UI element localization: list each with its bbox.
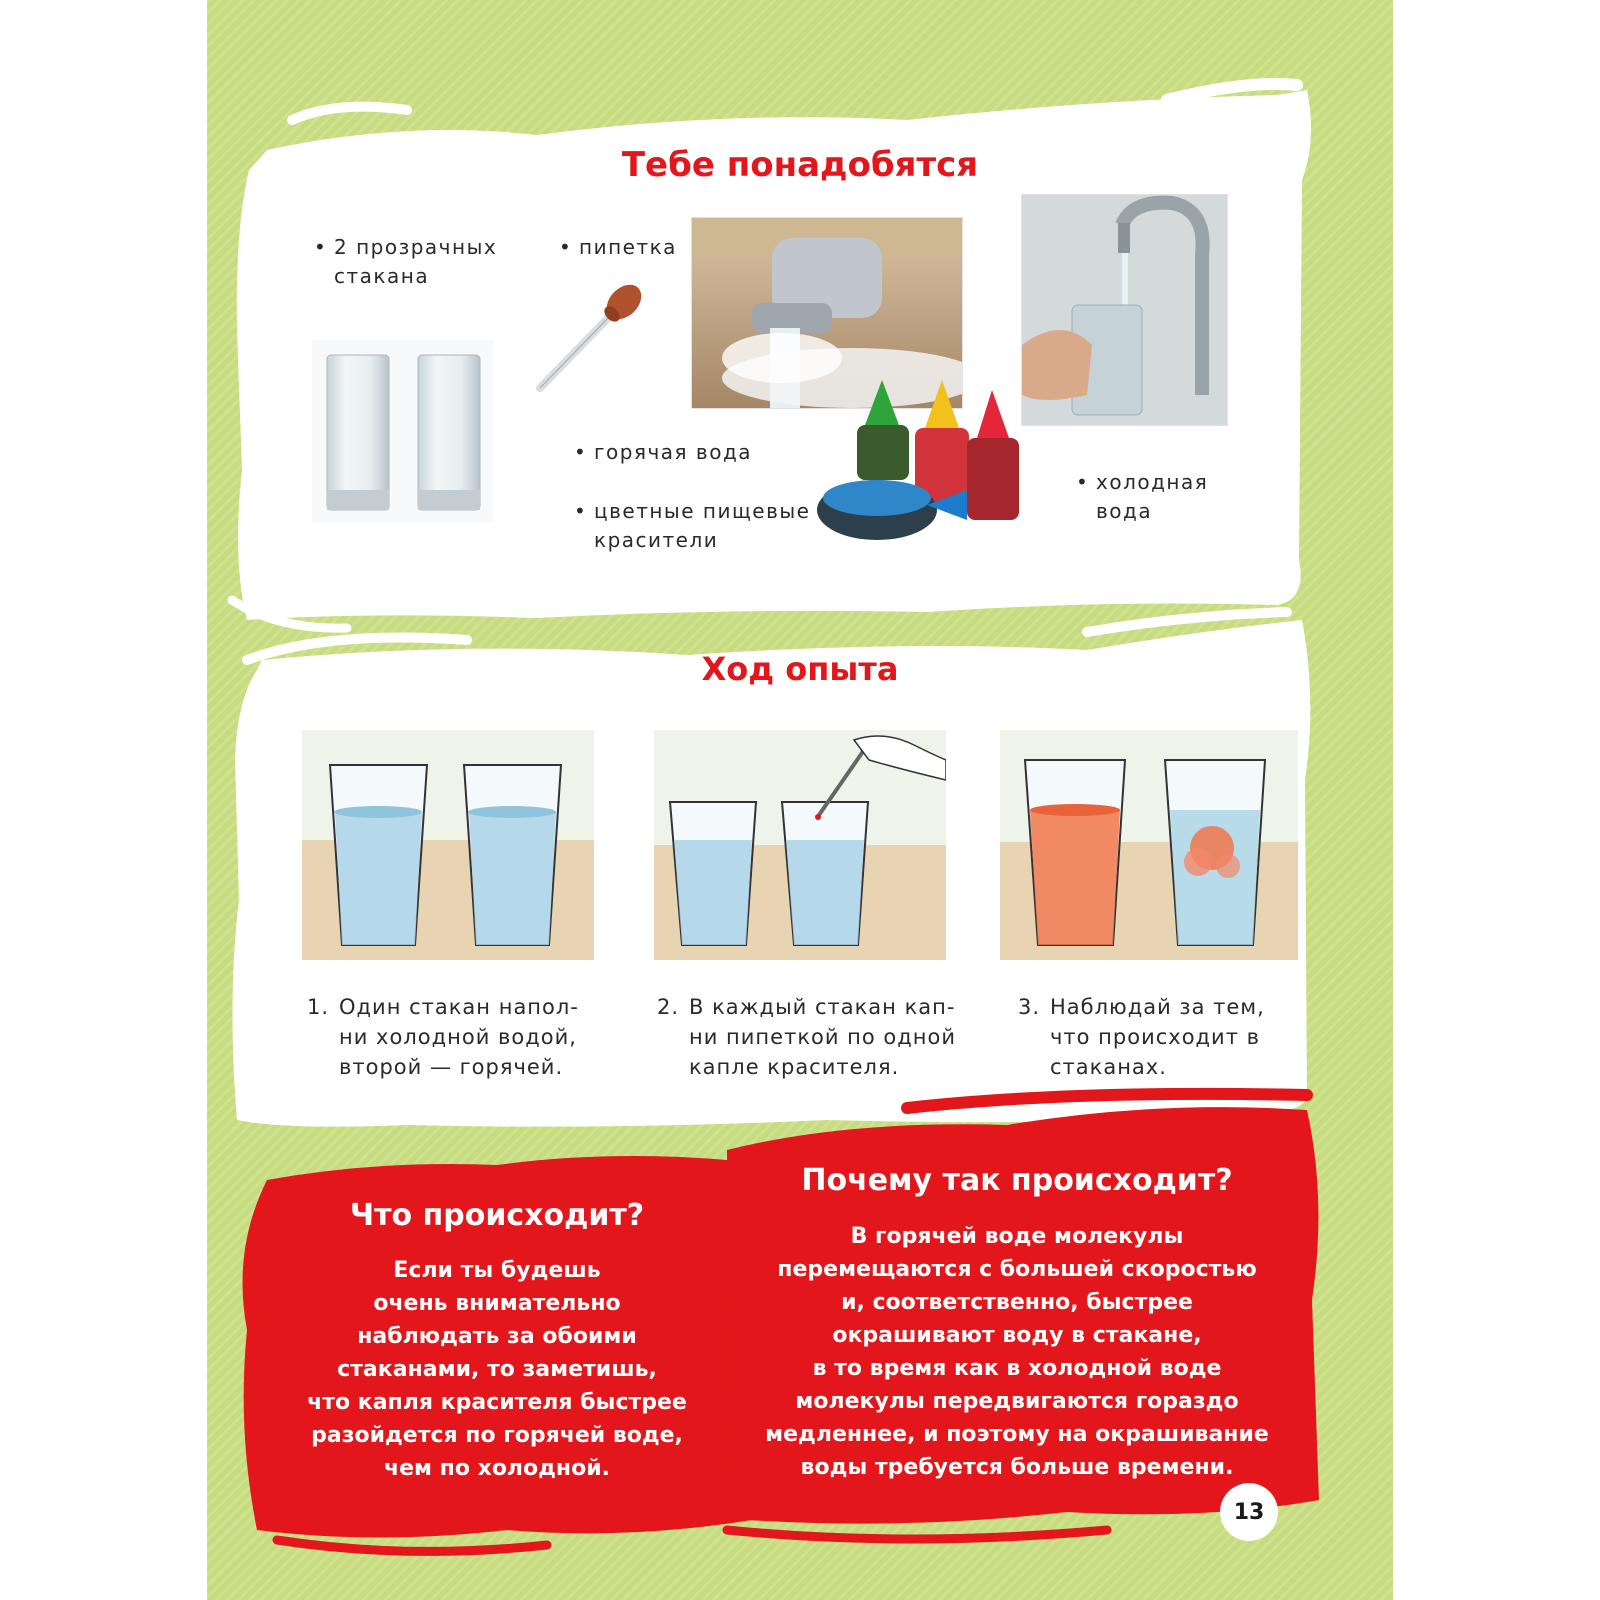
bullet: •: [574, 440, 588, 464]
material-dyes-line1: цветные пищевые: [594, 499, 811, 523]
material-dyes-line2: красители: [594, 528, 719, 552]
step1-line2: ни холодной водой,: [339, 1025, 577, 1049]
bullet: •: [559, 235, 573, 259]
step2-line2: ни пипеткой по одной: [689, 1025, 957, 1049]
bullet: •: [574, 499, 588, 523]
material-pipette-label: пипетка: [579, 235, 677, 259]
why-happens-title: Почему так происходит?: [801, 1163, 1233, 1198]
why-line: молекулы передвигаются гораздо: [795, 1389, 1239, 1414]
step1-line3: второй — горячей.: [339, 1055, 564, 1079]
material-pipette: [559, 233, 677, 262]
why-line: и, соответственно, быстрее: [841, 1290, 1193, 1315]
step1-number: 1.: [307, 995, 330, 1019]
what-line: что капля красителя быстрее: [307, 1390, 687, 1415]
step1-text: [307, 992, 639, 1082]
why-line: медленнее, и поэтому на окрашивание: [765, 1422, 1269, 1447]
why-line: перемещаются с большей скоростью: [777, 1257, 1257, 1282]
step3-number: 3.: [1018, 995, 1041, 1019]
step3-line1: Наблюдай за тем,: [1050, 995, 1265, 1019]
step1-illustration: [302, 730, 594, 960]
step1-line1: Один стакан напол-: [339, 995, 579, 1019]
page-number: 13: [1233, 1499, 1265, 1525]
bullet: •: [1076, 470, 1090, 494]
why-line: окрашивают воду в стакане,: [832, 1323, 1202, 1348]
what-happens-title: Что происходит?: [349, 1198, 645, 1233]
why-line: воды требуется больше времени.: [800, 1455, 1234, 1480]
step3-line3: стаканах.: [1050, 1055, 1167, 1079]
step2-text: [657, 992, 989, 1082]
material-dyes: [574, 497, 811, 555]
step3-illustration: [1000, 730, 1298, 960]
material-hot-water-label: горячая вода: [594, 440, 753, 464]
materials-title: Тебе понадобятся: [621, 145, 979, 185]
cold-water-photo: [1022, 195, 1227, 425]
material-cold-water: [1076, 468, 1209, 526]
why-line: В горячей воде молекулы: [850, 1224, 1184, 1249]
step3-text: [1018, 992, 1310, 1082]
material-hot-water: [574, 438, 753, 467]
material-glasses: [314, 233, 534, 291]
material-glasses-line1: 2 прозрачных: [334, 235, 498, 259]
what-line: разойдется по горячей воде,: [311, 1423, 683, 1448]
what-line: чем по холодной.: [383, 1456, 611, 1481]
why-line: в то время как в холодной воде: [812, 1356, 1222, 1381]
what-line: очень внимательно: [373, 1291, 621, 1316]
step2-line3: капле красителя.: [689, 1055, 900, 1079]
procedure-title: Ход опыта: [701, 650, 899, 688]
pipette-image: [532, 280, 647, 395]
page-number-badge: [1220, 1483, 1278, 1541]
material-cold-water-line2: вода: [1096, 499, 1153, 523]
what-line: стаканами, то заметишь,: [337, 1357, 657, 1382]
what-line: наблюдать за обоими: [357, 1324, 637, 1349]
what-happens-text: [262, 1254, 732, 1485]
book-page: [207, 0, 1393, 1600]
what-line: Если ты будешь: [393, 1258, 601, 1283]
step3-line2: что происходит в: [1050, 1025, 1260, 1049]
step2-number: 2.: [657, 995, 680, 1019]
why-happens-text: [737, 1220, 1297, 1484]
step2-line1: В каждый стакан кап-: [689, 995, 956, 1019]
glasses-photo: [312, 340, 494, 522]
bullet: •: [314, 235, 328, 259]
step2-illustration: [654, 730, 946, 960]
material-cold-water-line1: холодная: [1096, 470, 1209, 494]
material-glasses-line2: стакана: [334, 264, 430, 288]
food-dyes-image: [817, 380, 1027, 550]
